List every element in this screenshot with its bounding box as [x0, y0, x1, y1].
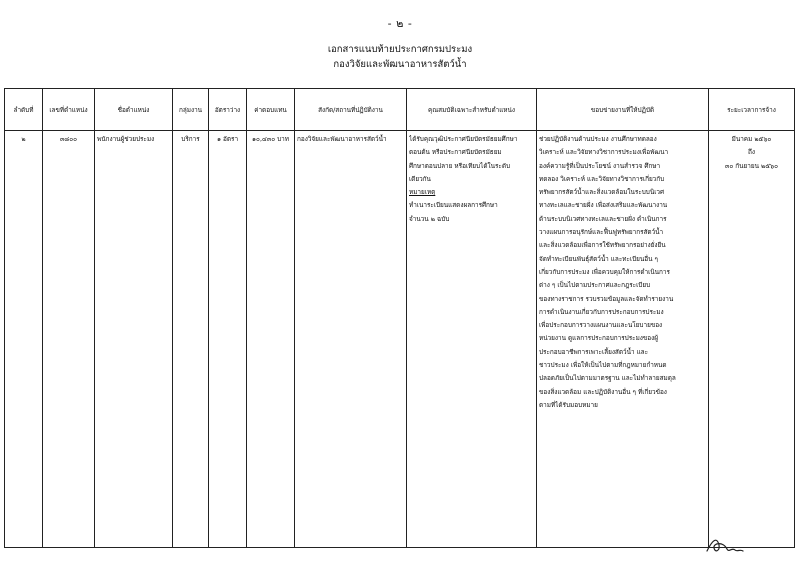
duty-line: ชาวประมง เพื่อให้เป็นไปตามที่กฎหมายกำหนด — [539, 361, 667, 370]
header-period: ระยะเวลาการจ้าง — [709, 89, 795, 131]
duty-line: ของทางราชการ รวบรวมข้อมูลและจัดทำรายงาน — [539, 294, 674, 303]
duty-line: หน่วยงาน ดูแลการประกอบการประมงของผู้ — [539, 334, 659, 343]
duty-line: ของสิ่งแวดล้อม และปฏิบัติงานอื่น ๆ ที่เกี่ยวข้อง — [539, 387, 667, 396]
header-duties: ขอบข่ายงานที่ให้ปฏิบัติ — [537, 89, 709, 131]
header-position-name: ชื่อตำแหน่ง — [95, 89, 173, 131]
duty-line: ประกอบอาชีพการเพาะเลี้ยงสัตว์น้ำ และ — [539, 347, 649, 356]
period-start: มีนาคม ๒๕๖๐ — [731, 135, 772, 143]
duty-line: การดำเนินงานเกี่ยวกับการประกอบการประมง — [539, 307, 664, 316]
cell-group: บริการ — [173, 131, 209, 548]
document-subtitle: กองวิจัยและพัฒนาอาหารสัตว์น้ำ — [333, 59, 467, 70]
header-group: กลุ่มงาน — [173, 89, 209, 131]
duty-line: องค์ความรู้ที่เป็นประโยชน์ งานสำรวจ ศึกษา — [539, 161, 661, 170]
duty-line: ทางทะเลและชายฝั่ง เพื่อส่งเสริมและพัฒนางาน — [539, 201, 668, 210]
duty-line: วิเคราะห์ และวิจัยทางวิชาการประมงเพื่อพัฒนา — [539, 148, 669, 157]
duty-line: ตามที่ได้รับมอบหมาย — [539, 400, 598, 409]
duty-line: ต่าง ๆ เป็นไปตามประกาศและกฎระเบียบ — [539, 281, 651, 290]
duty-line: เพื่อประกอบการวางแผนงานและนโยบายของ — [539, 321, 663, 330]
header-no: ลำดับที่ — [5, 89, 43, 131]
duty-line: ทดลอง วิเคราะห์ และวิจัยทางวิชาการเกี่ยวกับ — [539, 174, 665, 183]
qualification-line: ทำเนาระเบียนแสดงผลการศึกษา — [409, 201, 498, 210]
period-end: ๓๐ กันยายน ๒๕๖๐ — [724, 161, 779, 170]
duty-line: ปลอดภัยเป็นไปตามมาตรฐาน และไม่ทำลายสมดุล — [539, 374, 676, 383]
cell-unit: กองวิจัยและพัฒนาอาหารสัตว์น้ำ — [295, 131, 407, 548]
qualification-line: เดียวกัน — [409, 174, 431, 183]
qualification-line: ศึกษาตอนปลาย หรือเทียบได้ในระดับ — [409, 161, 511, 170]
cell-no: ๒ — [5, 131, 43, 548]
qualification-note-label: หมายเหตุ — [409, 188, 436, 197]
duty-line: เกี่ยวกับการประมง เพื่อควบคุมให้การดำเนินการ — [539, 267, 670, 276]
cell-position-no: ๓๘๐๐ — [43, 131, 95, 548]
header-salary: ค่าตอบแทน — [247, 89, 295, 131]
header-unit: สังกัด/สถานที่ปฏิบัติงาน — [295, 89, 407, 131]
cell-qualifications — [407, 131, 537, 548]
period-to: ถึง — [748, 148, 755, 157]
qualification-line: จำนวน ๒ ฉบับ — [409, 214, 450, 223]
cell-period — [709, 131, 795, 548]
duty-line: จัดทำทะเบียนพันธุ์สัตว์น้ำ และทะเบียนอื่น ๆ — [539, 254, 658, 263]
header-vacancy: อัตราว่าง — [209, 89, 247, 131]
table-row — [5, 131, 795, 548]
position-table — [4, 88, 795, 548]
cell-vacancy: ๑ อัตรา — [209, 131, 247, 548]
cell-salary: ๑๐,๔๓๐ บาท — [247, 131, 295, 548]
header-qualifications: คุณสมบัติเฉพาะสำหรับตำแหน่ง — [407, 89, 537, 131]
signature — [705, 535, 745, 557]
duty-line: ด้านระบบนิเวศทางทะเลและชายฝั่ง ดำเนินการ — [539, 214, 667, 223]
cell-duties — [537, 131, 709, 548]
duty-line: ทรัพยากรสัตว์น้ำและสิ่งแวดล้อมในระบบนิเวศ — [539, 188, 665, 197]
cell-position-name: พนักงานผู้ช่วยประมง — [95, 131, 173, 548]
duty-line: ช่วยปฏิบัติงานด้านประมง งานศึกษาทดลอง — [539, 135, 657, 143]
document-title: เอกสารแนบท้ายประกาศกรมประมง — [327, 44, 473, 55]
page-number: - ๒ - — [387, 17, 413, 30]
header-row — [5, 89, 795, 131]
header-position-no: เลขที่ตำแหน่ง — [43, 89, 95, 131]
duty-line: และสิ่งแวดล้อมเพื่อการใช้ทรัพยากรอย่างยั่งยืน — [539, 241, 666, 250]
duty-line: วางแผนการอนุรักษ์และฟื้นฟูทรัพยากรสัตว์น้ำ — [539, 228, 664, 237]
qualification-line: ได้รับคุณวุฒิประกาศนียบัตรมัธยมศึกษา — [409, 135, 518, 143]
qualification-line: ตอนต้น หรือประกาศนียบัตรมัธยม — [409, 148, 502, 157]
